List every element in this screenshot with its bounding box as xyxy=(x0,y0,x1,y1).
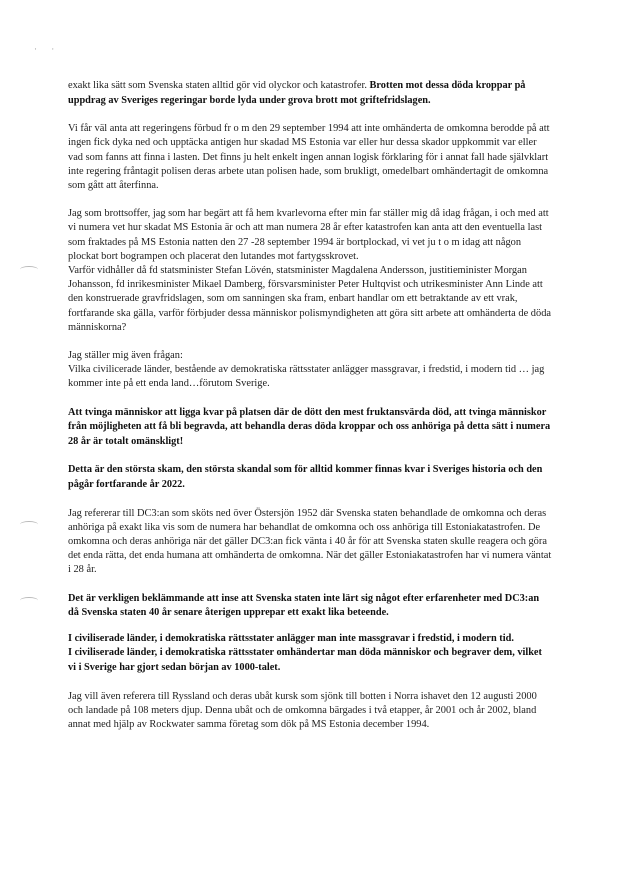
punch-hole-mark xyxy=(20,521,38,528)
paragraph-6: Vilka civilicerade länder, bestående av demokratiska rättsstater anlägger massgravar, i fredstid, i modern tid … jag kommer inte på ett enda land…förutom Sverige. xyxy=(68,364,545,390)
paragraph-1 xyxy=(68,79,552,108)
paragraph-7-bold: Att tvinga människor att ligga kvar på platsen där de dött den mest fruktansvärda död, att tvinga människor från möjligheten att få bli begravda, att behandla deras döda kroppar och oss anhöriga på detta sätt i numera 28 år är totalt omänskligt! xyxy=(68,406,551,447)
paragraph-4: Varför vidhåller då fd statsminister Stefan Lövén, statsminister Magdalena Andersson, justitieminister Morgan Johansson, fd inrikesminister Mikael Damberg, försvarsminister Peter Hultqvist och utrikesminister Ann Linde att den konstruerade gravfridslagen, som om sanningen ska fram, enbart handlar om ett betraktande av ett vrak, fortfarande ska gälla, varför förbjuder dessa människor polismyndigheten att göra sitt arbete att omhänderta de döda människorna? xyxy=(68,265,551,333)
paragraph-1-bold: Brotten mot dessa döda kroppar på uppdrag av Sveriges regeringar borde lyda under grova brott mot griftefridslagen. xyxy=(68,80,526,106)
paragraph-12-bold: I civiliserade länder, i demokratiska rättsstater omhändertar man döda människor och begraver dem, vilket vi i Sverige har gjort sedan början av 1000-talet. xyxy=(68,647,542,673)
paragraph-2: Vi får väl anta att regeringens förbud fr o m den 29 september 1994 att inte omhänderta de omkomna berodde på att ingen fick dyka ned och upptäcka antigen hur skadad MS Estonia var eller hur dessa skador uppkommit var eller vad som fanns att finna i lasten. Det finns ju helt enkelt ingen annan logisk förklaring för i annat fall hade självklart inte regering fråntagit polisen deras arbete utan polisen hade, som brukligt, omedelbart omhändertagit de omkomna som gått att återfinna. xyxy=(68,123,550,191)
paragraph-3: Jag som brottsoffer, jag som har begärt att få hem kvarlevorna efter min far ställer mig då idag frågan, i och med att vi numera vet hur skadat MS Estonia är och att man numera 28 år efter katastrofen kan anta att den eventuella last som fraktades på MS Estonia natten den 27 -28 september 1994 är bortplockad, vi vet ju t o m idag att någon plockat bort bogrampen och placerat den lutandes mot fartygsskrovet. xyxy=(68,208,549,262)
paragraph-5: Jag ställer mig även frågan: xyxy=(68,350,183,362)
paragraph-13: Jag vill även referera till Ryssland och deras ubåt kursk som sjönk till botten i Norra ishavet den 12 augusti 2000 och landade på 108 meters djup. Denna ubåt och de omkomna bärgades i två etapper, år 2001 och år 2002, bland annat med hjälp av Rockwater samma företag som dök på MS Estonia december 1994. xyxy=(68,690,537,730)
paragraph-8-bold: Detta är den största skam, den största skandal som för alltid kommer finnas kvar i Sveriges historia och den pågår fortfarande år 2022. xyxy=(68,464,543,491)
document-body xyxy=(68,79,552,732)
punch-hole-mark xyxy=(20,266,38,273)
paragraph-10-bold: Det är verkligen beklämmande att inse att Svenska staten inte lärt sig något efter erfarenheter med DC3:an då Svenska staten 40 år senare återigen upprepar ett exakt lika beteende. xyxy=(68,592,540,619)
punch-hole-mark xyxy=(20,597,38,604)
paragraph-1-text: exakt lika sätt som Svenska staten alltid gör vid olyckor och katastrofer. xyxy=(68,80,370,91)
paragraph-9: Jag refererar till DC3:an som sköts ned över Östersjön 1952 där Svenska staten behandlade de omkomna och deras anhöriga på exakt lika vis som de numera har behandlat de omkomna och oss anhöriga till Estoniakatastrofen. De omkomna och deras anhöriga när det gäller DC3:an fick vänta i 40 år för att Svenska staten skulle reagera och göra det enda rätta, det enda humana att omhänderta de omkomna. När det gäller Estoniakatastrofen har vi numera väntat i 28 år. xyxy=(68,507,552,576)
scan-specks: · · xyxy=(34,44,61,54)
paragraph-11-bold: I civiliserade länder, i demokratiska rättsstater anlägger man inte massgravar i fredstid, i modern tid. xyxy=(68,632,514,644)
